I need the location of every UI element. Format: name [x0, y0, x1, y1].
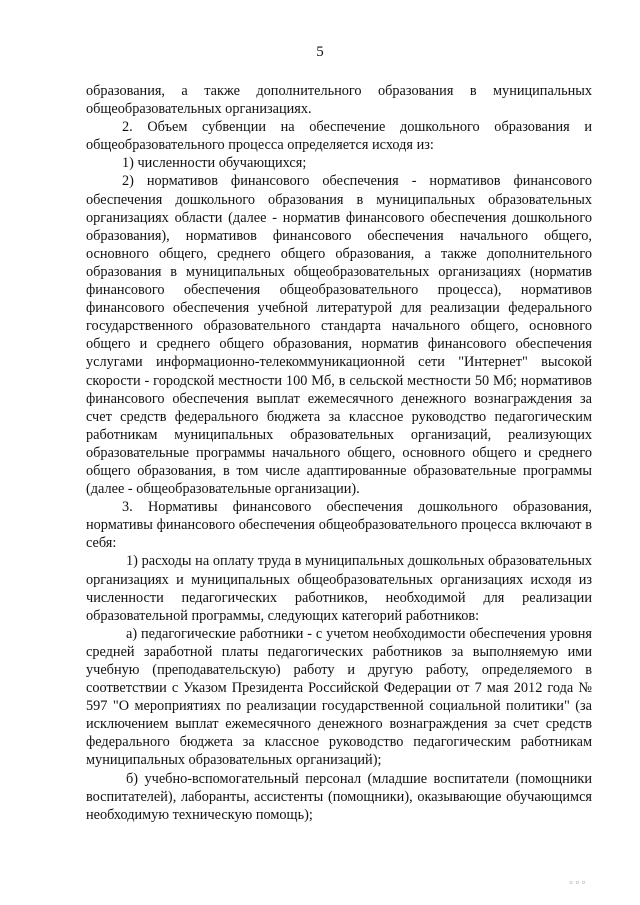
paragraph-continuation: образования, а также дополнительного образования в муниципальных общеобразовательных организациях.	[86, 83, 592, 118]
paragraph-item-1-labor-costs: 1) расходы на оплату труда в муниципальных дошкольных образовательных организациях и муниципальных общеобразовательных организациях исходя из численности педагогических работников, необходимой для реализации образовательной программы, следующих категорий работников:	[86, 553, 592, 624]
paragraph-item-a-teachers: а) педагогические работники - с учетом необходимости обеспечения уровня средней заработной платы педагогических работников за выполняемую ими учебную (преподавательскую) работу и другую работу, определяемого в соответствии с Указом Президента Российской Федерации от 7 мая 2012 года № 597 "О мероприятиях по реализации государственной социальной политики" (за исключением выплат ежемесячного денежного вознаграждения за счет средств федерального бюджета за классное руководство педагогическим работникам муниципальных образовательных организаций);	[86, 625, 592, 769]
scan-corner-mark: ▫▫▫	[569, 877, 588, 887]
paragraph-item-b-support-staff: б) учебно-вспомогательный персонал (младшие воспитатели (помощники воспитателей), лаборанты, ассистенты (помощники), оказывающие обучающимся необходимую техническую помощь);	[86, 770, 592, 823]
paragraph-item-1-student-count: 1) численности обучающихся;	[122, 155, 307, 172]
document-body	[86, 82, 592, 824]
paragraph-subvention-volume: 2. Объем субвенции на обеспечение дошкольного образования и общеобразовательного процесса определяется исходя из:	[86, 119, 592, 154]
page-number: 5	[316, 44, 324, 60]
paragraph-item-2-funding-norms: 2) нормативов финансового обеспечения - нормативов финансового обеспечения дошкольного образования в муниципальных образовательных организациях области (далее - норматив финансового обеспечения дошкольного образования), нормативов финансового обеспечения начального общего, основного общего, среднего общего образования, а также дополнительного образования в муниципальных общеобразовательных организациях (норматив финансового обеспечения общеобразовательного процесса), нормативов финансового обеспечения учебной литературой для реализации федерального государственного образовательного стандарта начального общего, основного общего и среднего общего образования, норматив финансового обеспечения услугами информационно-телекоммуникационной сети "Интернет" высокой скорости - городской местности 100 Мб, в сельской местности 50 Мб; нормативов финансового обеспечения выплат ежемесячного денежного вознаграждения за счет средств федерального бюджета за классное руководство педагогическим работникам муниципальных образовательных организаций, реализующих образовательные программы начального общего, основного общего и среднего общего образования, в том числе адаптированные образовательные программы (далее - общеобразовательные организации).	[86, 173, 592, 498]
paragraph-section-3-norms: 3. Нормативы финансового обеспечения дошкольного образования, нормативы финансового обеспечения общеобразовательного процесса включают в себя:	[86, 499, 592, 552]
